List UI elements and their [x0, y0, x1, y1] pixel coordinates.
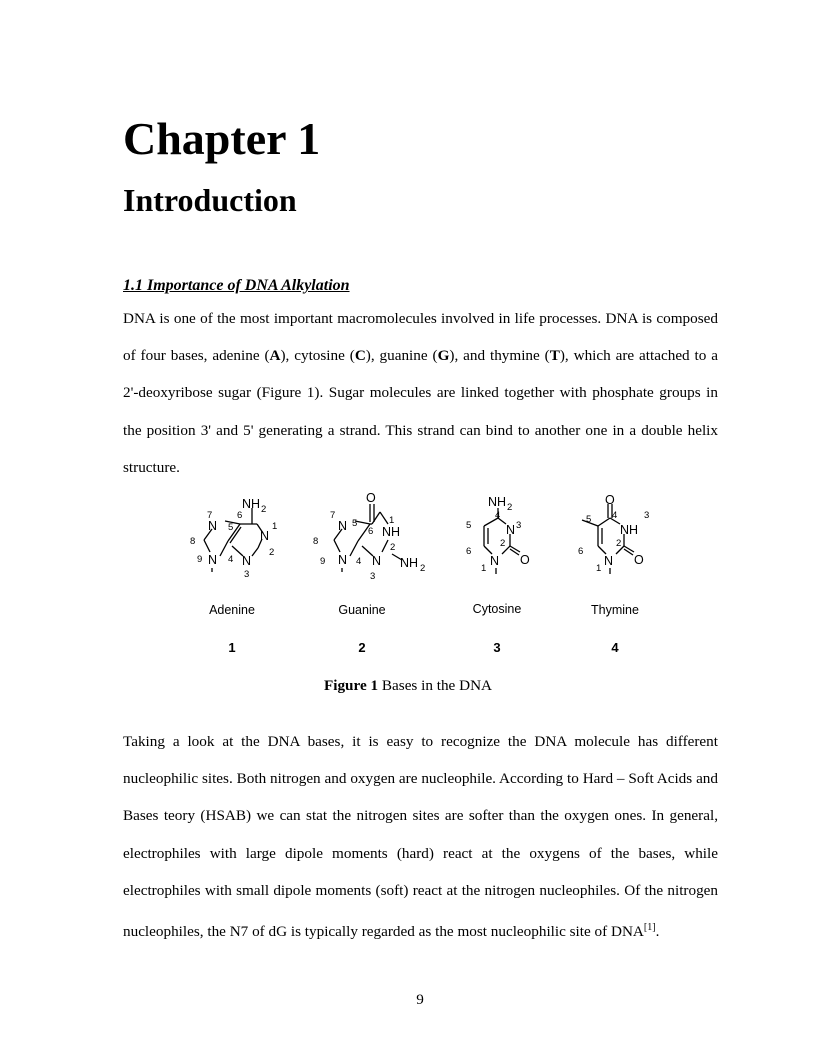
svg-text:N: N: [242, 554, 252, 568]
svg-text:5: 5: [228, 522, 234, 533]
para1-text-3: ), guanine (: [365, 347, 438, 365]
svg-text:N: N: [604, 554, 614, 568]
svg-text:6: 6: [466, 546, 472, 557]
svg-text:2: 2: [616, 538, 622, 549]
figure-caption: [0, 676, 816, 696]
svg-text:5: 5: [586, 514, 592, 525]
svg-text:6: 6: [368, 526, 374, 537]
svg-text:N: N: [338, 553, 348, 567]
cytosine-id: 3: [493, 640, 501, 655]
base-symbol-a: A: [269, 347, 281, 365]
svg-text:3: 3: [244, 569, 250, 580]
svg-text:3: 3: [516, 520, 522, 531]
svg-text:4: 4: [356, 556, 362, 567]
svg-text:1: 1: [389, 515, 395, 526]
thymine-label: Thymine: [591, 603, 639, 617]
svg-text:9: 9: [197, 554, 203, 565]
svg-text:1: 1: [596, 563, 602, 574]
svg-text:3: 3: [370, 571, 376, 582]
svg-text:2: 2: [500, 538, 506, 549]
svg-text:N: N: [260, 529, 270, 543]
nucleophile-paragraph: [123, 723, 718, 950]
para1-text-2: ), cytosine (: [280, 347, 355, 365]
svg-text:NH: NH: [382, 525, 401, 539]
guanine-structure: [313, 491, 425, 655]
svg-text:4: 4: [612, 510, 618, 521]
svg-text:2: 2: [420, 563, 426, 574]
svg-text:8: 8: [313, 536, 319, 547]
intro-paragraph: [123, 300, 718, 486]
svg-text:5: 5: [466, 520, 472, 531]
figure-caption-label: Figure 1: [323, 677, 379, 694]
svg-text:9: 9: [320, 556, 326, 567]
citation-ref: [1]: [643, 922, 656, 934]
chapter-title: Chapter 1: [123, 113, 321, 164]
svg-text:N: N: [506, 523, 516, 537]
base-symbol-c: C: [354, 347, 366, 365]
cytosine-structure: [466, 495, 530, 655]
svg-text:4: 4: [228, 554, 234, 565]
chapter-subtitle: Introduction: [123, 182, 297, 218]
thymine-id: 4: [611, 640, 619, 655]
svg-text:N: N: [208, 519, 218, 533]
adenine-structure: [190, 497, 277, 655]
svg-text:2: 2: [390, 542, 396, 553]
section-heading: 1.1 Importance of DNA Alkylation: [123, 277, 350, 294]
svg-text:N: N: [372, 554, 382, 568]
svg-text:NH: NH: [620, 523, 639, 537]
svg-text:O: O: [366, 491, 376, 505]
svg-text:2: 2: [507, 502, 513, 513]
thymine-structure: [578, 493, 649, 655]
para1-text-4: ), and thymine (: [449, 347, 550, 365]
svg-text:O: O: [634, 553, 644, 567]
svg-text:3: 3: [644, 510, 650, 521]
para2-end: .: [655, 923, 660, 941]
svg-text:1: 1: [272, 521, 278, 532]
dna-bases-figure: [180, 488, 650, 660]
svg-text:O: O: [520, 553, 530, 567]
svg-text:1: 1: [481, 563, 487, 574]
svg-text:8: 8: [190, 536, 196, 547]
svg-text:NH: NH: [400, 556, 419, 570]
svg-text:7: 7: [207, 510, 213, 521]
para1-text-5: ), which are attached to a 2'-deoxyribose sugar (Figure 1). Sugar molecules are linked together with phosphate groups in the position 3' and 5' generating a strand. This strand can bind to another one in a double helix structure.: [123, 347, 718, 476]
base-symbol-g: G: [437, 347, 450, 365]
adenine-id: 1: [228, 640, 236, 655]
svg-text:N: N: [338, 519, 348, 533]
page-number: 9: [416, 991, 424, 1008]
svg-text:O: O: [605, 493, 615, 507]
svg-text:7: 7: [330, 510, 336, 521]
svg-text:N: N: [208, 553, 218, 567]
cytosine-label: Cytosine: [472, 602, 522, 616]
guanine-id: 2: [358, 640, 366, 655]
base-symbol-t: T: [549, 347, 560, 365]
svg-text:NH: NH: [488, 495, 507, 509]
svg-text:2: 2: [261, 504, 267, 515]
svg-text:2: 2: [269, 547, 275, 558]
para1-text-1: DNA is one of the most important macromolecules involved in life processes. DNA is composed of four bases, adenine (: [123, 310, 718, 365]
svg-text:N: N: [490, 554, 500, 568]
svg-text:6: 6: [237, 510, 243, 521]
adenine-label: Adenine: [209, 603, 255, 617]
svg-text:6: 6: [578, 546, 584, 557]
svg-text:5: 5: [352, 518, 358, 529]
svg-text:NH: NH: [242, 497, 261, 511]
figure-caption-text: Bases in the DNA: [378, 677, 493, 694]
para2-text: Taking a look at the DNA bases, it is easy to recognize the DNA molecule has different nucleophilic sites. Both nitrogen and oxygen are nucleophile. According to Hard – Soft Acids and Bases teory (HSAB) we can stat the nitrogen sites are softer than the oxygen ones. In general, electrophiles with large dipole moments (hard) react at the oxygens of the bases, while electrophiles with small dipole moments (soft) react at the nitrogen nucleophiles. Of the nitrogen nucleophiles, the N7 of dG is typically regarded as the most nucleophilic site of DNA: [123, 733, 718, 941]
svg-text:4: 4: [495, 510, 501, 521]
guanine-label: Guanine: [338, 603, 386, 617]
